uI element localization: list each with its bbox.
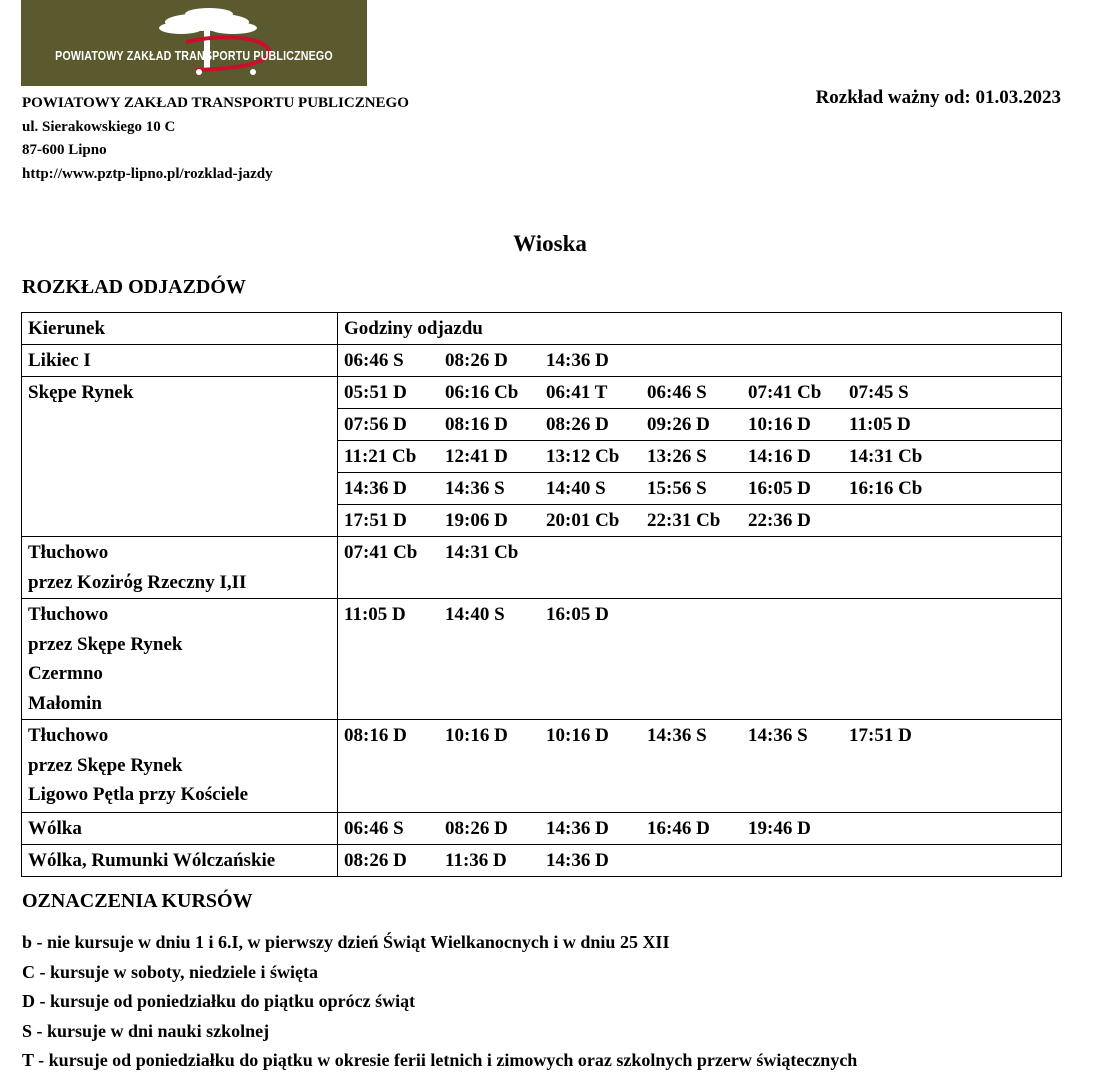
departure-time: 06:46 S [344, 350, 404, 371]
departure-time: 11:05 D [849, 414, 911, 435]
header-times: Godziny odjazdu [338, 313, 1062, 345]
legend-item: S - kursuje w dni nauki szkolnej [22, 1020, 270, 1041]
departure-time: 13:12 Cb [546, 446, 620, 467]
legend-item: C - kursuje w soboty, niedziele i święta [22, 961, 318, 982]
direction-line: Tłuchowo [28, 542, 109, 563]
departure-time: 07:41 Cb [344, 542, 418, 563]
times-line [338, 408, 1061, 440]
departure-time: 14:40 S [546, 478, 606, 499]
direction-cell [22, 813, 338, 845]
times-cell [338, 720, 1062, 813]
direction-line: Tłuchowo [28, 604, 109, 625]
departure-time: 22:31 Cb [647, 510, 721, 531]
departure-time: 10:16 D [546, 725, 609, 746]
departure-time: 09:26 D [647, 414, 710, 435]
table-row [22, 345, 1062, 377]
departure-time: 10:16 D [748, 414, 811, 435]
departure-time: 05:51 D [344, 382, 407, 403]
departure-time: 14:36 S [748, 725, 808, 746]
times-line [338, 504, 1061, 536]
departure-time: 13:26 S [647, 446, 707, 467]
direction-line: Likiec I [28, 350, 91, 371]
departure-time: 14:31 Cb [445, 542, 519, 563]
times-cell [338, 599, 1062, 720]
times-line [344, 599, 1061, 630]
times-line [344, 345, 1061, 376]
legend-item: b - nie kursuje w dniu 1 i 6.I, w pierwszy dzień Świąt Wielkanocnych i w dniu 25 XII [22, 932, 670, 952]
stop-name: Wioska [513, 231, 587, 256]
departure-time: 14:36 D [344, 478, 407, 499]
times-line [344, 813, 1061, 844]
departure-time: 08:26 D [445, 818, 508, 839]
table-row [22, 845, 1062, 877]
departure-time: 14:36 D [546, 850, 609, 871]
times-line [344, 537, 1061, 568]
departure-time: 08:26 D [445, 350, 508, 371]
direction-cell [22, 720, 338, 813]
direction-cell [22, 845, 338, 877]
direction-line: Czermno [28, 663, 103, 684]
departures-table [21, 312, 1062, 877]
departure-time: 19:46 D [748, 818, 811, 839]
departure-time: 14:40 S [445, 604, 505, 625]
direction-line: Tłuchowo [28, 725, 109, 746]
departure-time: 16:46 D [647, 818, 710, 839]
times-line [344, 845, 1061, 876]
departure-time: 14:31 Cb [849, 446, 923, 467]
times-line [344, 377, 1061, 408]
departure-time: 14:36 S [647, 725, 707, 746]
departure-time: 17:51 D [849, 725, 912, 746]
company-info [22, 92, 409, 186]
direction-cell [22, 345, 338, 377]
table-row [22, 720, 1062, 813]
departure-time: 08:16 D [344, 725, 407, 746]
company-street: ul. Sierakowskiego 10 C [22, 118, 176, 135]
departure-time: 19:06 D [445, 510, 508, 531]
times-cell [338, 813, 1062, 845]
times-cell [338, 845, 1062, 877]
departure-time: 17:51 D [344, 510, 407, 531]
departure-time: 11:05 D [344, 604, 406, 625]
departure-time: 14:16 D [748, 446, 811, 467]
header-direction: Kierunek [22, 313, 338, 345]
departure-time: 14:36 D [546, 350, 609, 371]
departure-time: 06:16 Cb [445, 382, 519, 403]
table-row [22, 537, 1062, 599]
departure-time: 11:36 D [445, 850, 507, 871]
times-line [338, 472, 1061, 504]
direction-line: Małomin [28, 692, 102, 714]
legend-list [22, 928, 857, 1076]
table-header-row [22, 313, 1062, 345]
company-city: 87-600 Lipno [22, 142, 107, 158]
departure-time: 06:41 T [546, 382, 608, 403]
company-logo [21, 0, 367, 86]
departure-time: 08:16 D [445, 414, 508, 435]
departure-time: 14:36 D [546, 818, 609, 839]
direction-line: Wólka [28, 818, 82, 839]
times-cell [338, 345, 1062, 377]
times-cell [338, 377, 1062, 537]
direction-line: przez Skępe Rynek [28, 754, 183, 776]
legend-title: OZNACZENIA KURSÓW [22, 890, 253, 912]
table-row [22, 377, 1062, 537]
direction-line: Ligowo Pętla przy Kościele [28, 784, 249, 805]
departure-time: 15:56 S [647, 478, 707, 499]
legend-item: D - kursuje od poniedziałku do piątku oprócz świąt [22, 991, 416, 1011]
departure-time: 06:46 S [647, 382, 707, 403]
departure-time: 11:21 Cb [344, 446, 417, 467]
direction-line: Skępe Rynek [28, 382, 134, 403]
logo-text: POWIATOWY ZAKŁAD TRANSPORTU PUBLICZNEGO [55, 48, 333, 63]
company-url[interactable]: http://www.pztp-lipno.pl/rozklad-jazdy [22, 165, 273, 182]
legend-item: T - kursuje od poniedziałku do piątku w okresie ferii letnich i zimowych oraz szkolnych przerw świątecznych [22, 1050, 858, 1070]
times-line [344, 720, 1061, 751]
departure-time: 06:46 S [344, 818, 404, 839]
times-line [338, 440, 1061, 472]
company-name: POWIATOWY ZAKŁAD TRANSPORTU PUBLICZNEGO [22, 95, 409, 111]
direction-cell [22, 537, 338, 599]
departure-time: 07:41 Cb [748, 382, 822, 403]
departure-time: 12:41 D [445, 446, 508, 467]
departure-time: 07:45 S [849, 382, 909, 403]
valid-from: Rozkład ważny od: 01.03.2023 [815, 87, 1061, 108]
departure-time: 08:26 D [344, 850, 407, 871]
direction-line: przez Skępe Rynek [28, 633, 183, 655]
table-row [22, 599, 1062, 720]
departure-time: 20:01 Cb [546, 510, 620, 531]
direction-line: przez Kozirόg Rzeczny I,II [28, 571, 247, 593]
departure-time: 22:36 D [748, 510, 811, 531]
departure-time: 08:26 D [546, 414, 609, 435]
direction-cell [22, 377, 338, 537]
departure-time: 16:16 Cb [849, 478, 923, 499]
tree-bus-icon [21, 0, 367, 86]
departure-time: 14:36 S [445, 478, 505, 499]
departure-time: 10:16 D [445, 725, 508, 746]
table-row [22, 813, 1062, 845]
departures-title: ROZKŁAD ODJAZDÓW [22, 276, 246, 298]
direction-line: Wólka, Rumunki Wólczańskie [28, 850, 276, 871]
times-cell [338, 537, 1062, 599]
direction-cell [22, 599, 338, 720]
departure-time: 16:05 D [748, 478, 811, 499]
departure-time: 16:05 D [546, 604, 609, 625]
departure-time: 07:56 D [344, 414, 407, 435]
